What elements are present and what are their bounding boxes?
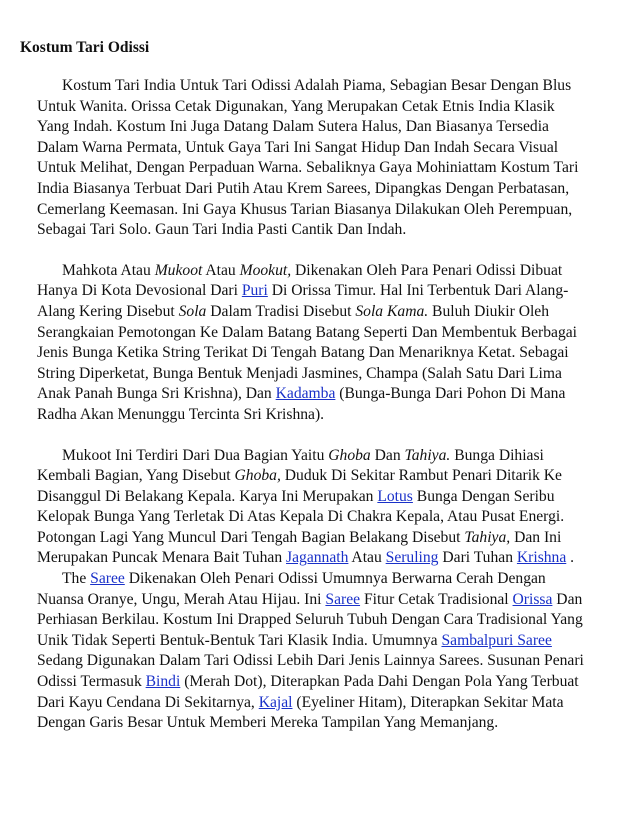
text-line: India Biasanya Terbuat Dari Putih Atau Krem Sarees, Dipangkas Dengan Perbatasan, <box>37 179 570 197</box>
text-segment: Di Orissa Timur. Hal Ini Terbentuk Dari Alang- <box>267 282 569 300</box>
text-line: Perhiasan Berkilau. Kostum Ini Drapped Seluruh Tubuh Dengan Cara Tradisional Yang <box>37 611 583 629</box>
paragraph-gap <box>37 241 627 261</box>
text-line: Kelopak Bunga Yang Terletak Di Atas Kepala Di Chakra Kepala, Atau Pusat Energi. <box>37 508 565 526</box>
text-line <box>37 590 627 611</box>
link-kajal[interactable]: Kajal <box>258 693 293 711</box>
text-line: Kostum Tari India Untuk Tari Odissi Adalah Piama, Sebagian Besar Dengan Blus <box>62 77 572 94</box>
text-segment: Dalam Tradisi Disebut <box>206 302 356 320</box>
italic-term: Tahiya. <box>404 446 451 464</box>
text-segment: Bunga Dengan Seribu <box>412 487 555 505</box>
text-segment: Dikenakan Oleh Para Penari Odissi Dibuat <box>291 261 563 279</box>
text-line: Radha Akan Menunggu Tercinta Sri Krishna). <box>37 405 325 423</box>
text-line <box>37 631 627 652</box>
paragraph-1 <box>37 76 627 241</box>
italic-term: Sola Kama. <box>355 302 429 320</box>
text-line: Dengan Garis Besar Untuk Memberi Mereka Tampilan Yang Memanjang. <box>37 714 499 732</box>
link-saree[interactable]: Saree <box>325 590 361 608</box>
text-segment: Merupakan Puncak Menara Bait Tuhan <box>37 549 287 567</box>
text-segment: Nuansa Oranye, Ungu, Merah Atau Hijau. Ini <box>37 590 326 608</box>
text-segment: Atau <box>202 261 240 279</box>
italic-term: Ghoba <box>328 446 371 464</box>
text-segment: (Bunga-Bunga Dari Pohon Di Mana <box>335 385 566 403</box>
text-segment: Dikenakan Oleh Penari Odissi Umumnya Berwarna Cerah Dengan <box>124 570 546 588</box>
text-line <box>37 446 627 467</box>
text-segment: Duduk Di Sekitar Rambut Penari Ditarik Ke <box>280 467 562 485</box>
paragraph-3 <box>37 446 627 570</box>
link-bindi[interactable]: Bindi <box>145 673 181 691</box>
text-line <box>37 261 627 282</box>
text-segment: Kembali Bagian, Yang Disebut <box>37 467 235 485</box>
text-line <box>37 693 627 714</box>
text-line: String Diperketat, Bunga Bentuk Menjadi Jasmines, Champa (Salah Satu Dari Lima <box>37 364 562 382</box>
text-segment: Odissi Termasuk <box>37 673 146 691</box>
paragraph-4 <box>37 569 627 734</box>
document-title: Kostum Tari Odissi <box>20 39 150 56</box>
text-line <box>37 281 627 302</box>
text-line: Untuk Melihat, Dengan Perpaduan Warna. Sebaliknya Gaya Mohiniattam Kostum Tari <box>37 159 579 177</box>
italic-term: Mookut, <box>239 261 292 279</box>
link-saree[interactable]: Saree <box>90 570 125 588</box>
text-line: Dalam Warna Permata, Untuk Gaya Tari Ini Sangat Hidup Dan Indah Secara Visual <box>37 138 559 156</box>
text-line <box>37 384 627 405</box>
link-lotus[interactable]: Lotus <box>377 487 413 505</box>
link-orissa[interactable]: Orissa <box>512 590 553 608</box>
text-segment: Potongan Lagi Yang Muncul Dari Tengah Bagian Belakang Disebut <box>37 528 465 546</box>
text-segment: Dari Tuhan <box>438 549 517 567</box>
text-line <box>37 302 627 323</box>
italic-term: Sola <box>178 302 207 320</box>
text-segment: Dan Ini <box>510 528 562 546</box>
text-segment: . <box>566 549 575 567</box>
text-segment: Atau <box>348 549 386 567</box>
text-line: Sebagai Tari Solo. Gaun Tari India Pasti Cantik Dan Indah. <box>37 221 407 239</box>
link-krishna[interactable]: Krishna <box>516 549 567 567</box>
text-segment: Dan <box>552 590 583 608</box>
text-line: Untuk Wanita. Orissa Cetak Digunakan, Yang Merupakan Cetak Etnis India Klasik <box>37 97 555 115</box>
text-line: Jenis Bunga Ketika String Terikat Di Tengah Batang Dan Menariknya Ketat. Sebagai <box>37 344 569 362</box>
text-line <box>37 528 627 549</box>
text-segment: (Merah Dot), Diterapkan Pada Dahi Dengan Pola Yang Terbuat <box>180 673 579 691</box>
link-sambalpuri-saree[interactable]: Sambalpuri Saree <box>441 631 552 649</box>
italic-term: Ghoba, <box>234 467 281 485</box>
text-segment: Fitur Cetak Tradisional <box>360 590 513 608</box>
text-line <box>37 569 627 590</box>
italic-term: Mukoot <box>154 261 203 279</box>
text-line: Cemerlang Keemasan. Ini Gaya Khusus Tarian Biasanya Dilakukan Oleh Perempuan, <box>37 200 573 218</box>
text-segment: Dari Kayu Cendana Di Sekitarnya, <box>37 693 259 711</box>
link-puri[interactable]: Puri <box>241 282 268 300</box>
link-jagannath[interactable]: Jagannath <box>286 549 349 567</box>
text-line: Serangkaian Pemotongan Ke Dalam Batang Batang Seperti Dan Membentuk Berbagai <box>37 323 577 341</box>
text-segment: Alang Kering Disebut <box>37 302 179 320</box>
text-line: Sedang Digunakan Dalam Tari Odissi Lebih Dari Jenis Lainnya Sarees. Susunan Penari <box>37 652 584 670</box>
text-segment: Disanggul Di Belakang Kepala. Karya Ini Merupakan <box>37 487 378 505</box>
text-segment: Buluh Diukir Oleh <box>428 302 550 320</box>
text-line <box>37 466 627 487</box>
text-segment: Hanya Di Kota Devosional Dari <box>37 282 242 300</box>
text-segment: Dan <box>370 446 405 464</box>
text-line <box>37 487 627 508</box>
paragraph-2 <box>37 261 627 426</box>
italic-term: Tahiya, <box>464 528 511 546</box>
text-line <box>37 548 627 569</box>
text-segment: Anak Panah Bunga Sri Krishna), Dan <box>37 385 276 403</box>
paragraph-gap <box>37 426 627 446</box>
document-body <box>37 76 627 734</box>
text-line: Yang Indah. Kostum Ini Juga Datang Dalam Sutera Halus, Dan Biasanya Tersedia <box>37 118 549 136</box>
link-seruling[interactable]: Seruling <box>385 549 439 567</box>
text-segment: Mahkota Atau <box>62 261 155 279</box>
link-kadamba[interactable]: Kadamba <box>275 385 336 403</box>
text-line <box>37 672 627 693</box>
text-segment: Mukoot Ini Terdiri Dari Dua Bagian Yaitu <box>62 446 329 464</box>
text-segment: Bunga Dihiasi <box>450 446 544 464</box>
text-segment: (Eyeliner Hitam), Diterapkan Sekitar Mata <box>292 693 564 711</box>
text-segment: Unik Tidak Seperti Bentuk-Bentuk Tari Klasik India. Umumnya <box>37 631 442 649</box>
text-segment: The <box>62 570 91 588</box>
